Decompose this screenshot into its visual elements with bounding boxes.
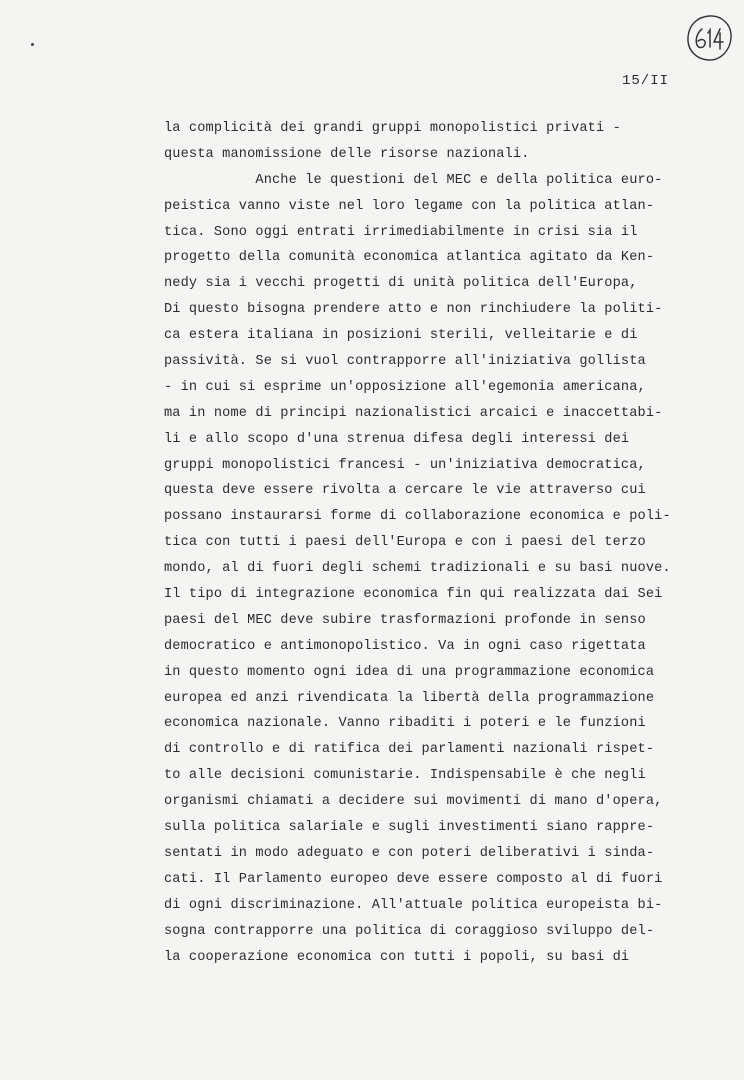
text-line: Anche le questioni del MEC e della politica euro- [164,172,663,188]
text-line: di controllo e di ratifica dei parlamenti nazionali rispet- [164,742,655,758]
text-line: economica nazionale. Vanno ribaditi i poteri e le funzioni [164,716,646,732]
text-line: la cooperazione economica con tutti i popoli, su basi di [164,949,630,965]
text-line: ca estera italiana in posizioni sterili, velleitarie e di [164,328,638,344]
text-line: progetto della comunità economica atlantica agitato da Ken- [164,250,655,266]
text-line: peistica vanno viste nel loro legame con la politica atlan- [164,198,655,214]
text-line: questa deve essere rivolta a cercare le vie attraverso cui [164,483,646,499]
text-line: li e allo scopo d'una strenua difesa degli interessi dei [164,431,630,447]
text-line: to alle decisioni comunistarie. Indispensabile è che negli [164,768,646,784]
text-line: possano instaurarsi forme di collaborazione economica e poli- [164,509,671,525]
text-line: sogna contrapporre una politica di coraggioso sviluppo del- [164,923,655,939]
text-line: organismi chiamati a decidere sui movimenti di mano d'opera, [164,794,663,810]
text-line: paesi del MEC deve subire trasformazioni profonde in senso [164,612,646,628]
text-line: passività. Se si vuol contrapporre all'iniziativa gollista [164,354,646,370]
text-line: Il tipo di integrazione economica fin qui realizzata dai Sei [164,587,663,603]
body-text [164,116,704,970]
text-line: in questo momento ogni idea di una programmazione economica [164,664,655,680]
text-line: tica con tutti i paesi dell'Europa e con i paesi del terzo [164,535,646,551]
ink-dot [31,43,34,46]
text-line: cati. Il Parlamento europeo deve essere composto al di fuori [164,871,663,887]
text-line: nedy sia i vecchi progetti di unità politica dell'Europa, [164,276,638,292]
text-line: questa manomissione delle risorse nazionali. [164,146,530,162]
text-line: di ogni discriminazione. All'attuale politica europeista bi- [164,897,663,913]
text-line: mondo, al di fuori degli schemi tradizionali e su basi nuove. [164,561,671,577]
text-line: europea ed anzi rivendicata la libertà della programmazione [164,690,655,706]
text-line: - in cui si esprime un'opposizione all'egemonia americana, [164,379,646,395]
text-line: democratico e antimonopolistico. Va in ogni caso rigettata [164,638,646,654]
text-line: sentati in modo adeguato e con poteri deliberativi i sinda- [164,845,655,861]
text-line: ma in nome di principi nazionalistici arcaici e inaccettabi- [164,405,663,421]
text-line: sulla politica salariale e sugli investimenti siano rappre- [164,820,655,836]
text-line: Di questo bisogna prendere atto e non rinchiudere la politi- [164,302,663,318]
text-line: gruppi monopolistici francesi - un'iniziativa democratica, [164,457,646,473]
text-line: tica. Sono oggi entrati irrimediabilmente in crisi sia il [164,224,638,240]
text-line: la complicità dei grandi gruppi monopolistici privati - [164,121,621,136]
handwritten-page-stamp [684,13,734,63]
page-number: 15/II [622,73,670,89]
stamp-circle-icon [684,13,734,63]
